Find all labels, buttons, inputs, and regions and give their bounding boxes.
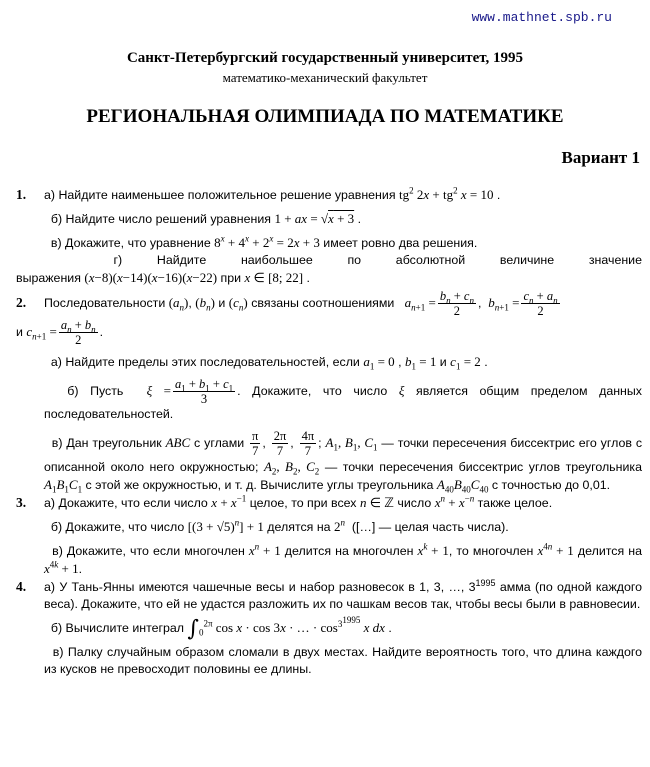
problem-text: , то многочлен xyxy=(448,544,534,558)
problem-text: также целое. xyxy=(477,496,553,510)
problem-2-intro-cont: и $c_{n+1}$ = $\frac{a_n + b_n}{2}$ . xyxy=(16,318,104,347)
source-url[interactable]: www.mathnet.spb.ru xyxy=(471,10,612,25)
problem-text: в) Дан треугольник xyxy=(51,435,162,450)
problem-text: с точностью до 0,01. xyxy=(491,478,611,492)
problem-text: б) Вычислите интеграл xyxy=(50,621,185,635)
problem-text: в) Палку случайным образом сломали в двух местах. Найдите вероятность того, что длина каждого из кусков не превосходит половины ее длины. xyxy=(44,644,643,676)
problem-text: а) Докажите, что если число xyxy=(44,496,208,510)
problem-text: а) Найдите пределы этих последовательностей, если xyxy=(50,355,360,369)
faculty-subtitle: математико-механический факультет xyxy=(222,70,428,85)
exponent: 1995 xyxy=(475,577,496,588)
problem-text: делится на многочлен xyxy=(284,544,414,558)
problem-3a: 3. а) Докажите, что если число $x + x^{-1}$ целое, то при всех n ∈ ℤ число $x^n + x^{-n}$ также целое. xyxy=(16,493,553,510)
problem-1d xyxy=(16,252,642,269)
problem-text: имеет ровно два решения. xyxy=(323,236,478,250)
problem-text: связаны соотношениями xyxy=(251,295,395,310)
problem-text: с углами xyxy=(194,435,245,450)
problem-text: и xyxy=(439,355,447,369)
problem-text: выражения xyxy=(16,271,81,285)
problem-number: 4. xyxy=(16,579,27,594)
problem-1a: 1. а) Найдите наименьшее положительное решение уравнения $tg^2$ $2x + tg^2$ x = 10 . xyxy=(16,185,501,202)
problem-4b: б) Вычислите интеграл $\int_0^{2\pi}$ cos x · cos 3x · … · $\cos^{3^{1995}} x$ dx . xyxy=(50,614,392,642)
problem-4c xyxy=(16,644,642,678)
problem-2-intro: 2. Последовательности $(a_n)$, $(b_n)$ и $(c_n)$ связаны соотношениями $a_{n+1}$ = $\frac{b_n + c_n}{2}$ , $b_{n+1}$ = $\frac{c_n + a_n}{2}$ xyxy=(16,289,558,318)
problem-text: — точки пересечения биссектрис его углов с описанной около него окружностью; xyxy=(44,435,643,474)
problem-text: . Докажите, что число xyxy=(237,383,388,398)
variant-heading: Вариант 1 xyxy=(561,148,640,167)
problem-text: при xyxy=(220,271,242,285)
problem-2a: а) Найдите пределы этих последовательностей, если $a_1 = 0$ , $b_1 = 1$ и $c_1 = 2$ . xyxy=(50,354,488,372)
problem-text: и xyxy=(16,324,23,339)
problem-text: г) Найдите наибольшее по абсолютной величине значение xyxy=(113,253,642,267)
problem-text: и xyxy=(218,295,226,310)
problem-text: б) Найдите число решений уравнения xyxy=(50,212,271,226)
problem-3c: в) Докажите, что если многочлен $x^n + 1$ делится на многочлен $x^k + 1$, то многочлен $x^{4n} + 1$ делится на $x^{4k} + 1$. xyxy=(44,541,642,576)
problem-text: число xyxy=(397,496,432,510)
olympiad-title: РЕГИОНАЛЬНАЯ ОЛИМПИАДА ПО МАТЕМАТИКЕ xyxy=(86,106,564,127)
problem-text: ([…] — целая часть числа). xyxy=(351,520,509,534)
problem-text: делятся на xyxy=(267,520,331,534)
problem-2c: в) Дан треугольник ABC с углами $\frac{\pi}{7}$ , $\frac{2\pi}{7}$ , $\frac{4\pi}{7}$ ; $A_1$, $B_1$, $C_1$ — точки пересечения биссектрис его углов с описанной около него окружностью; $A_2$, $B_2$, $C_2$ — точки пересечения биссектрис углов треугольника $A_1B_1C_1$ с этой же окружностью, и т. д. Вычислите углы треугольника $A_{40}B_{40}C_{40}$ с точностью до 0,01. xyxy=(44,429,643,495)
problem-text: — точки пересечения биссектрис углов треугольника xyxy=(324,460,642,474)
problems-body xyxy=(16,186,642,678)
problem-text: в) Докажите, что если многочлен xyxy=(52,544,245,558)
problem-number: 2. xyxy=(16,294,27,310)
problem-1b: б) Найдите число решений уравнения 1 + ax = √x + 3 . xyxy=(50,211,362,226)
problem-text: а) Найдите наименьшее положительное решение уравнения xyxy=(44,188,396,202)
problem-text: Последовательности xyxy=(44,295,166,310)
problem-text: с этой же окружностью, и т. д. Вычислите углы треугольника xyxy=(85,478,434,492)
university-title: Санкт-Петербургский государственный университет, 1995 xyxy=(126,50,524,66)
problem-text: а) У Тань-Янны имеются чашечные весы и набор разновесок в 1, 3, …, 3 xyxy=(44,580,476,594)
problem-text: б) Докажите, что число xyxy=(50,520,185,534)
problem-text: является общим пределом данных последовательностей. xyxy=(44,383,642,421)
problem-3b: б) Докажите, что число $[(3 + √5)^n] + 1$ делятся на 2$^n$ ([…] — целая часть числа). xyxy=(50,517,509,534)
problem-number: 1. xyxy=(16,187,27,202)
problem-text: в) Докажите, что уравнение xyxy=(50,236,211,250)
problem-text: целое, то при всех xyxy=(249,496,357,510)
problem-4a xyxy=(16,578,642,613)
problem-1d-cont: выражения (x−8)(x−14)(x−16)(x−22) при x ∈ [8; 22] . xyxy=(16,270,310,285)
problem-text: делится на xyxy=(577,544,642,558)
problem-text: б) Пусть xyxy=(67,383,124,398)
problem-number: 3. xyxy=(16,495,27,510)
problem-text: амма (по одной каждого веса). Докажите, что ей не удастся разложить их по чашкам весов так, чтобы весы были в равновесии. xyxy=(44,580,642,611)
problem-1c: в) Докажите, что уравнение $8^x + 4^x + 2^x = 2x + 3$ имеет ровно два решения. xyxy=(50,233,478,250)
problem-2b: б) Пусть ξ = $\frac{a_1 + b_1 + c_1}{3}$ . Докажите, что число ξ является общим пределом данных последовательностей. xyxy=(44,377,642,421)
